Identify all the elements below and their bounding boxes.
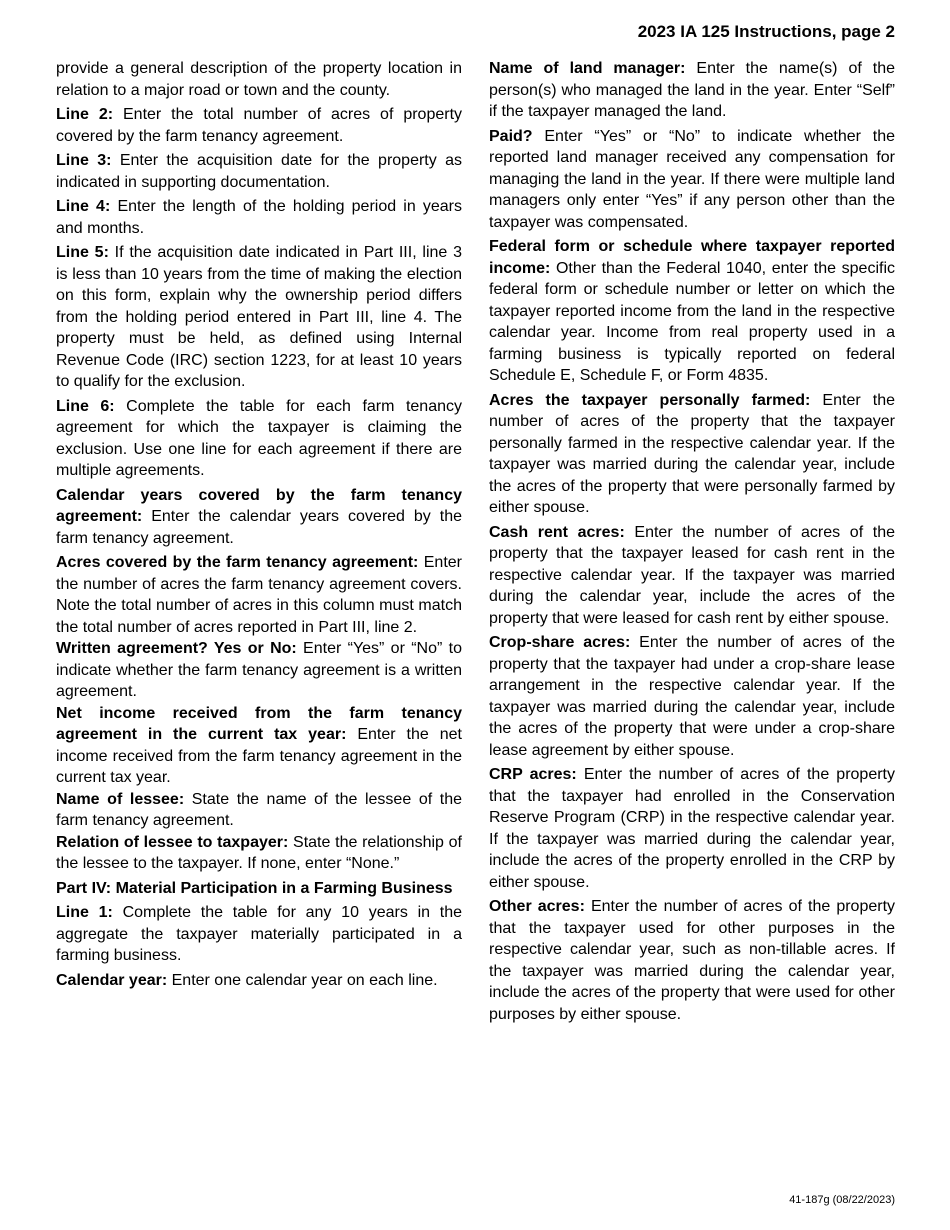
paragraph-relation-of-lessee [56, 832, 462, 875]
form-code: 41-187g (08/22/2023) [789, 1194, 895, 1206]
paragraph-label: Calendar years covered by the farm tenancy agreement: [56, 486, 462, 525]
paragraph-label: Written agreement? Yes or No: [56, 640, 297, 657]
paragraph-land-manager [489, 58, 895, 123]
paragraph-label: Net income received from the farm tenancy agreement in the current tax year: [56, 704, 462, 743]
left-column [56, 58, 462, 994]
paragraph-line-2 [56, 104, 462, 147]
paragraph-intro [56, 58, 462, 101]
section-heading-part-4: Part IV: Material Participation in a Farming Business [56, 879, 453, 897]
paragraph-text: State the name of the lessee of the farm tenancy agreement. [56, 790, 463, 829]
paragraph-label: Acres the taxpayer personally farmed: [489, 391, 811, 409]
paragraph-part4-line-1 [56, 902, 462, 967]
right-column [489, 58, 895, 1028]
paragraph-label: Other acres: [489, 898, 585, 915]
paragraph-label: Line 6: [56, 397, 115, 415]
paragraph-label: Calendar year: [56, 971, 168, 989]
paragraph-text: If the acquisition date indicated in Part III, line 3 is less than 10 years from the time of making the election on this form, explain why the ownership period differs from the holding period entered in Part III, line 4. The property must be held, as defined using Internal Revenue Code (IRC) section 1223, for at least 10 years to qualify for the exclusion. [56, 244, 463, 390]
paragraph-line-3 [56, 150, 462, 193]
paragraph-text: Enter the name(s) of the person(s) who managed the land in the year. Enter “Self” if the taxpayer managed the land. [489, 60, 895, 120]
paragraph-text: Enter the number of acres of the property that the taxpayer had under a crop-share lease arrangement in the respective calendar year. If the taxpayer was married during the calendar year, include the acres of the property that were under a crop-share lease agreement by either spouse. [489, 634, 895, 759]
paragraph-acres-covered [56, 552, 462, 638]
paragraph-text: Enter “Yes” or “No” to indicate whether the farm tenancy agreement is a written agreement. [56, 640, 462, 700]
paragraph-text: Enter the number of acres of the property that the taxpayer personally farmed in the respective calendar year. If the taxpayer was married during the calendar year, include the acres of the property that were personally farmed by either spouse. [489, 391, 895, 516]
paragraph-line-4 [56, 196, 462, 239]
paragraph-text: provide a general description of the property location in relation to a major road or town and the county. [56, 60, 462, 99]
paragraph-text: Enter the number of acres of the property that the taxpayer had enrolled in the Conservation Reserve Program (CRP) in the respective calendar year. If the taxpayer was married during the calendar year, include the acres of the property enrolled in the CRP by either spouse. [489, 766, 896, 891]
paragraph-personally-farmed [489, 390, 895, 519]
paragraph-label: Line 3: [56, 152, 112, 169]
paragraph-label: Name of lessee: [56, 790, 185, 808]
paragraph-label: Acres covered by the farm tenancy agreement: [56, 554, 419, 571]
paragraph-other-acres [489, 896, 895, 1025]
paragraph-text: Complete the table for each farm tenancy agreement for which the taxpayer is claiming the exclusion. Use one line for each agreement if there are multiple agreements. [56, 397, 462, 479]
paragraph-text: Enter one calendar year on each line. [167, 971, 438, 989]
paragraph-label: Cash rent acres: [489, 523, 625, 541]
paragraph-label: Name of land manager: [489, 60, 686, 77]
paragraph-crop-share-acres [489, 632, 895, 761]
paragraph-line-6 [56, 396, 462, 482]
paragraph-text: Enter the net income received from the farm tenancy agreement in the current tax year. [56, 726, 462, 786]
paragraph-text: Enter “Yes” or “No” to indicate whether the reported land manager received any compensation for managing the land in the year. If there were multiple land managers only enter “Yes” if any person other than the taxpayer was compensated. [489, 127, 895, 231]
paragraph-text: Other than the Federal 1040, enter the specific federal form or schedule number or letter on which the taxpayer reported income from the land in the respective calendar year. Income from real property used in a farming business is typically reported on federal Schedule E, Schedule F, or Form 4835. [489, 259, 895, 384]
paragraph-calendar-years [56, 485, 462, 550]
paragraph-text: Enter the number of acres of the property that the taxpayer used for other purposes in the respective calendar year, such as non-tillable acres. If the taxpayer was married during the calendar year, include the acres of the property that were used for other purposes by either spouse. [489, 898, 896, 1023]
paragraph-paid [489, 126, 895, 234]
paragraph-text: Enter the acquisition date for the property as indicated in supporting documentation. [56, 152, 463, 191]
paragraph-crp-acres [489, 764, 895, 893]
paragraph-label: Line 4: [56, 198, 111, 215]
paragraph-text: State the relationship of the lessee to the taxpayer. If none, enter “None.” [56, 833, 462, 872]
paragraph-text: Enter the number of acres the farm tenancy agreement covers. Note the total number of acres in this column must match the total number of acres reported in Part III, line 2. [56, 554, 463, 636]
paragraph-text: Complete the table for any 10 years in the aggregate the taxpayer materially participated in a farming business. [56, 904, 462, 964]
paragraph-label: Paid? [489, 127, 533, 145]
paragraph-label: CRP acres: [489, 766, 577, 783]
paragraph-name-of-lessee [56, 789, 462, 832]
page-header: 2023 IA 125 Instructions, page 2 [637, 22, 895, 41]
paragraph-cash-rent-acres [489, 522, 895, 630]
paragraph-label: Crop-share acres: [489, 634, 631, 651]
paragraph-federal-form [489, 236, 895, 387]
paragraph-text: Enter the total number of acres of property covered by the farm tenancy agreement. [56, 106, 463, 145]
paragraph-text: Enter the length of the holding period in years and months. [56, 198, 463, 237]
paragraph-label: Line 1: [56, 904, 113, 921]
paragraph-text: Enter the number of acres of the property that the taxpayer leased for cash rent in the respective calendar year. If the taxpayer was married during the calendar year, include the acres of the property that were leased for cash rent by either spouse. [489, 523, 896, 627]
paragraph-text: Enter the calendar years covered by the farm tenancy agreement. [56, 508, 462, 547]
paragraph-net-income [56, 703, 462, 789]
paragraph-label: Line 2: [56, 106, 114, 123]
paragraph-calendar-year [56, 970, 462, 992]
paragraph-label: Line 5: [56, 244, 109, 261]
paragraph-line-5 [56, 242, 462, 393]
paragraph-label: Federal form or schedule where taxpayer reported income: [489, 238, 895, 277]
paragraph-written-agreement [56, 638, 462, 703]
paragraph-label: Relation of lessee to taxpayer: [56, 833, 289, 851]
